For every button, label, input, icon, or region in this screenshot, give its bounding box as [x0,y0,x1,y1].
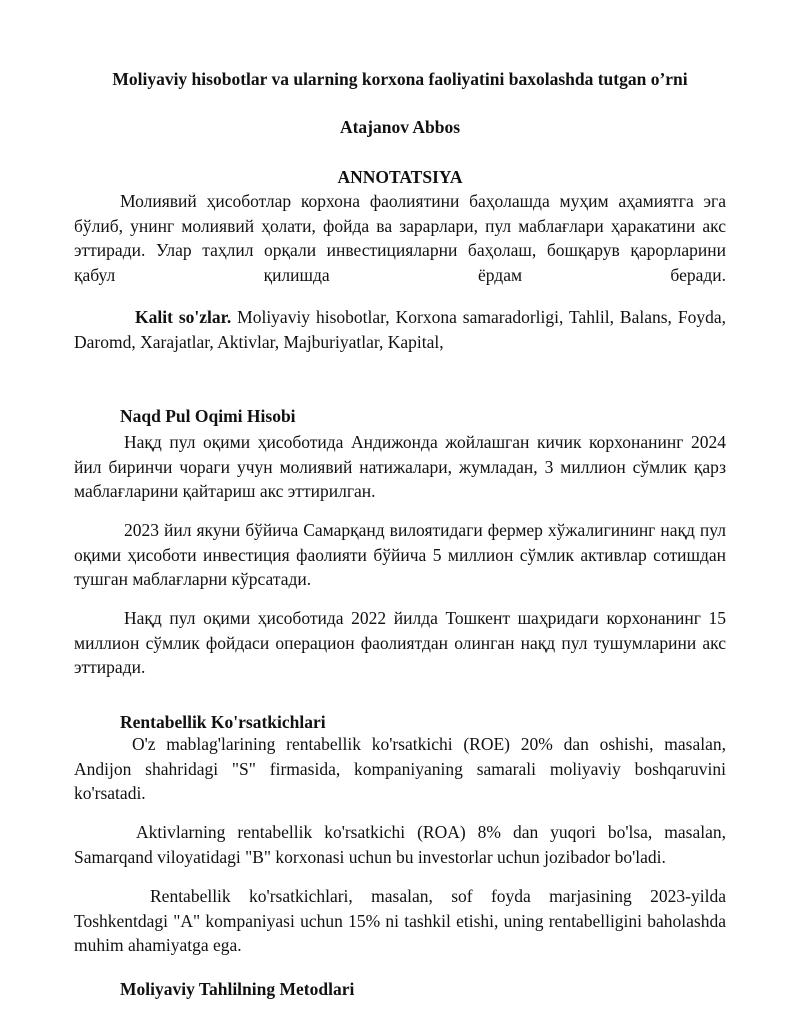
cash-flow-paragraph-3: Нақд пул оқими ҳисоботида 2022 йилда Тошкент шаҳридаги корхонанинг 15 миллион сўмлик фойдаси операцион фаолиятдан олинган нақд пул тушумларини акс эттиради. [74,608,726,677]
document-title: Moliyaviy hisobotlar va ularning korxona faoliyatini baxolashda tutgan o’rni [112,69,688,89]
annotation-paragraph: Молиявий ҳисоботлар корхона фаолиятини баҳолашда муҳим аҳамиятга эга бўлиб, унинг молиявий ҳолати, фойда ва зарарлари, пул маблағлари ҳаракатини акс эттиради. Улар таҳлил орқали инвестицияларни баҳолаш, бошқарув қарорларини қабул қилишда ёрдам беради. [74,191,726,285]
cash-flow-paragraph-1: Нақд пул оқими ҳисоботида Андижонда жойлашган кичик корхонанинг 2024 йил биринчи чораги учун молиявий натижалари, жумладан, 3 миллион сўмлик қарз маблағларини қайтариш акс эттирилган. [74,432,726,501]
author-name: Atajanov Abbos [339,117,461,137]
section-heading-profitability: Rentabellik Ko'rsatkichlari [120,712,326,732]
profitability-paragraph-3: Rentabellik ko'rsatkichlari, masalan, sof foyda marjasining 2023-yilda Toshkentdagi "A" kompaniyasi uchun 15% ni tashkil etishi, uning rentabelligini baholashda muhim ahamiyatga ega. [74,886,726,955]
annotation-heading: ANNOTATSIYA [337,167,463,187]
keywords-label: Kalit so'zlar. [135,307,232,327]
section-heading-cash-flow: Naqd Pul Oqimi Hisobi [120,406,296,426]
section-heading-methods: Moliyaviy Tahlilning Metodlari [120,979,355,999]
profitability-paragraph-2: Aktivlarning rentabellik ko'rsatkichi (ROA) 8% dan yuqori bo'lsa, masalan, Samarqand viloyatidagi "B" korxonasi uchun bu investorlar uchun jozibador bo'ladi. [74,822,726,867]
keywords-text: Moliyaviy hisobotlar, Korxona samaradorligi, Tahlil, Balans, Foyda, Daromd, Xarajatlar, Aktivlar, Majburiyatlar, Kapital, [74,307,726,352]
cash-flow-paragraph-2: 2023 йил якуни бўйича Самарқанд вилоятидаги фермер хўжалигининг нақд пул оқими ҳисоботи инвестиция фаолияти бўйича 5 миллион сўмлик активлар сотишдан тушган маблағларни кўрсатади. [74,520,726,589]
profitability-paragraph-1: O'z mablag'larining rentabellik ko'rsatkichi (ROE) 20% dan oshishi, masalan, Andijon shahridagi "S" firmasida, kompaniyaning samarali moliyaviy boshqaruvini ko'rsatadi. [74,734,726,803]
keywords-paragraph [74,305,726,354]
